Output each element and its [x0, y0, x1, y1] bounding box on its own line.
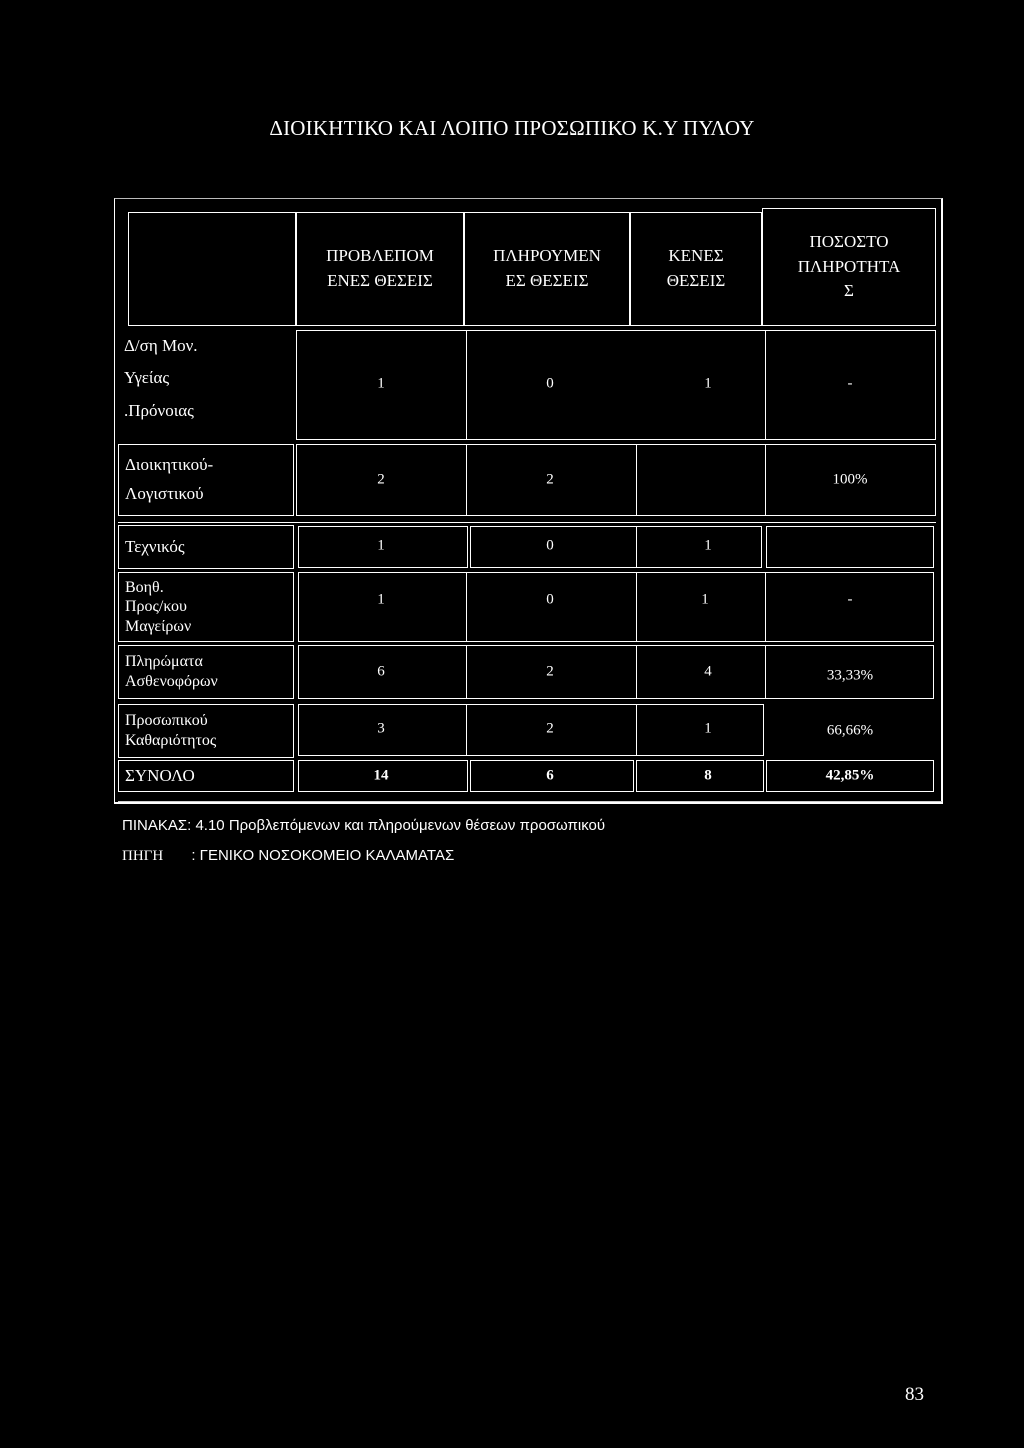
- cell-value: 0: [546, 375, 554, 392]
- cell-value: 6: [377, 663, 385, 680]
- cell-value: 1: [704, 720, 712, 737]
- cell-value: 1: [377, 375, 385, 392]
- cell-value: 2: [546, 663, 554, 680]
- row1-value-box: [296, 330, 936, 440]
- row4-value-box: [298, 572, 934, 642]
- row-divider: [118, 801, 942, 802]
- cell-value: 1: [377, 537, 385, 554]
- source-value: : ΓΕΝΙΚΟ ΝΟΣΟΚΟΜΕΙΟ ΚΑΛΑΜΑΤΑΣ: [191, 847, 455, 864]
- header-filled-positions: ΠΛΗΡΟΥΜΕΝ ΕΣ ΘΕΣΕΙΣ: [464, 212, 630, 326]
- col-divider: [636, 444, 637, 516]
- col-divider: [636, 704, 637, 756]
- col-divider: [765, 645, 766, 699]
- header-planned-positions: ΠΡΟΒΛΕΠΟΜ ΕΝΕΣ ΘΕΣΕΙΣ: [296, 212, 464, 326]
- row-label-administrative: Διοικητικού- Λογιστικού: [118, 444, 294, 516]
- col-divider: [765, 444, 766, 516]
- col-divider: [636, 645, 637, 699]
- row-label-cleaning-staff: Προσωπικού Καθαριότητος: [118, 704, 294, 758]
- cell-value: 66,66%: [826, 722, 874, 739]
- cell-value: 4: [704, 663, 712, 680]
- row7-value-box-c: [636, 760, 764, 792]
- cell-value: 1: [704, 375, 712, 392]
- col-divider: [466, 330, 467, 440]
- row-divider: [118, 522, 936, 523]
- col-divider: [466, 704, 467, 756]
- row3-value-box-c: [766, 526, 934, 568]
- row6-value-box: [298, 704, 764, 756]
- page-number: 83: [905, 1384, 924, 1405]
- col-divider: [765, 330, 766, 440]
- source-line: [122, 847, 454, 865]
- source-label: ΠΗΓΗ: [122, 848, 164, 864]
- cell-value: 33,33%: [826, 667, 874, 684]
- cell-value: 0: [546, 537, 554, 554]
- total-value: 8: [704, 767, 712, 784]
- cell-value: 3: [377, 720, 385, 737]
- total-value: 14: [373, 767, 389, 784]
- cell-value: 1: [377, 591, 385, 608]
- header-vacant-positions: ΚΕΝΕΣ ΘΕΣΕΙΣ: [630, 212, 762, 326]
- table-caption: ΠΙΝΑΚΑΣ: 4.10 Προβλεπόμενων και πληρούμενων θέσεων προσωπικού: [122, 817, 606, 834]
- header-fill-percentage: ΠΟΣΟΣΤΟ ΠΛΗΡΟΤΗΤΑ Σ: [762, 208, 936, 326]
- row-label-technical: Τεχνικός: [118, 525, 294, 569]
- cell-value: 2: [546, 720, 554, 737]
- row-label-cook-assistants: Βοηθ. Προς/κου Μαγείρων: [118, 572, 294, 642]
- col-divider: [636, 526, 637, 568]
- total-value: 42,85%: [825, 767, 875, 784]
- page-title: ΔΙΟΙΚΗΤΙΚΟ ΚΑΙ ΛΟΙΠΟ ΠΡΟΣΩΠΙΚΟ Κ.Υ ΠΥΛΟΥ: [269, 116, 755, 140]
- cell-value: -: [847, 375, 853, 392]
- cell-value: 0: [546, 591, 554, 608]
- cell-value: 100%: [832, 471, 868, 488]
- cell-value: 1: [704, 537, 712, 554]
- cell-value: 1: [701, 591, 709, 608]
- header-corner-cell: [128, 212, 296, 326]
- col-divider: [466, 645, 467, 699]
- col-divider: [765, 572, 766, 642]
- col-divider: [466, 444, 467, 516]
- row-label-ambulance-crews: Πληρώματα Ασθενοφόρων: [118, 645, 294, 699]
- row-label-total: ΣΥΝΟΛΟ: [118, 760, 294, 792]
- col-divider: [466, 572, 467, 642]
- col-divider: [636, 572, 637, 642]
- total-value: 6: [546, 767, 554, 784]
- row3-value-box-b: [470, 526, 762, 568]
- cell-value: -: [847, 591, 853, 608]
- cell-value: 2: [546, 471, 554, 488]
- cell-value: 2: [377, 471, 385, 488]
- row-label-health-welfare: Δ/ση Μον. Υγείας .Πρόνοιας: [124, 336, 198, 420]
